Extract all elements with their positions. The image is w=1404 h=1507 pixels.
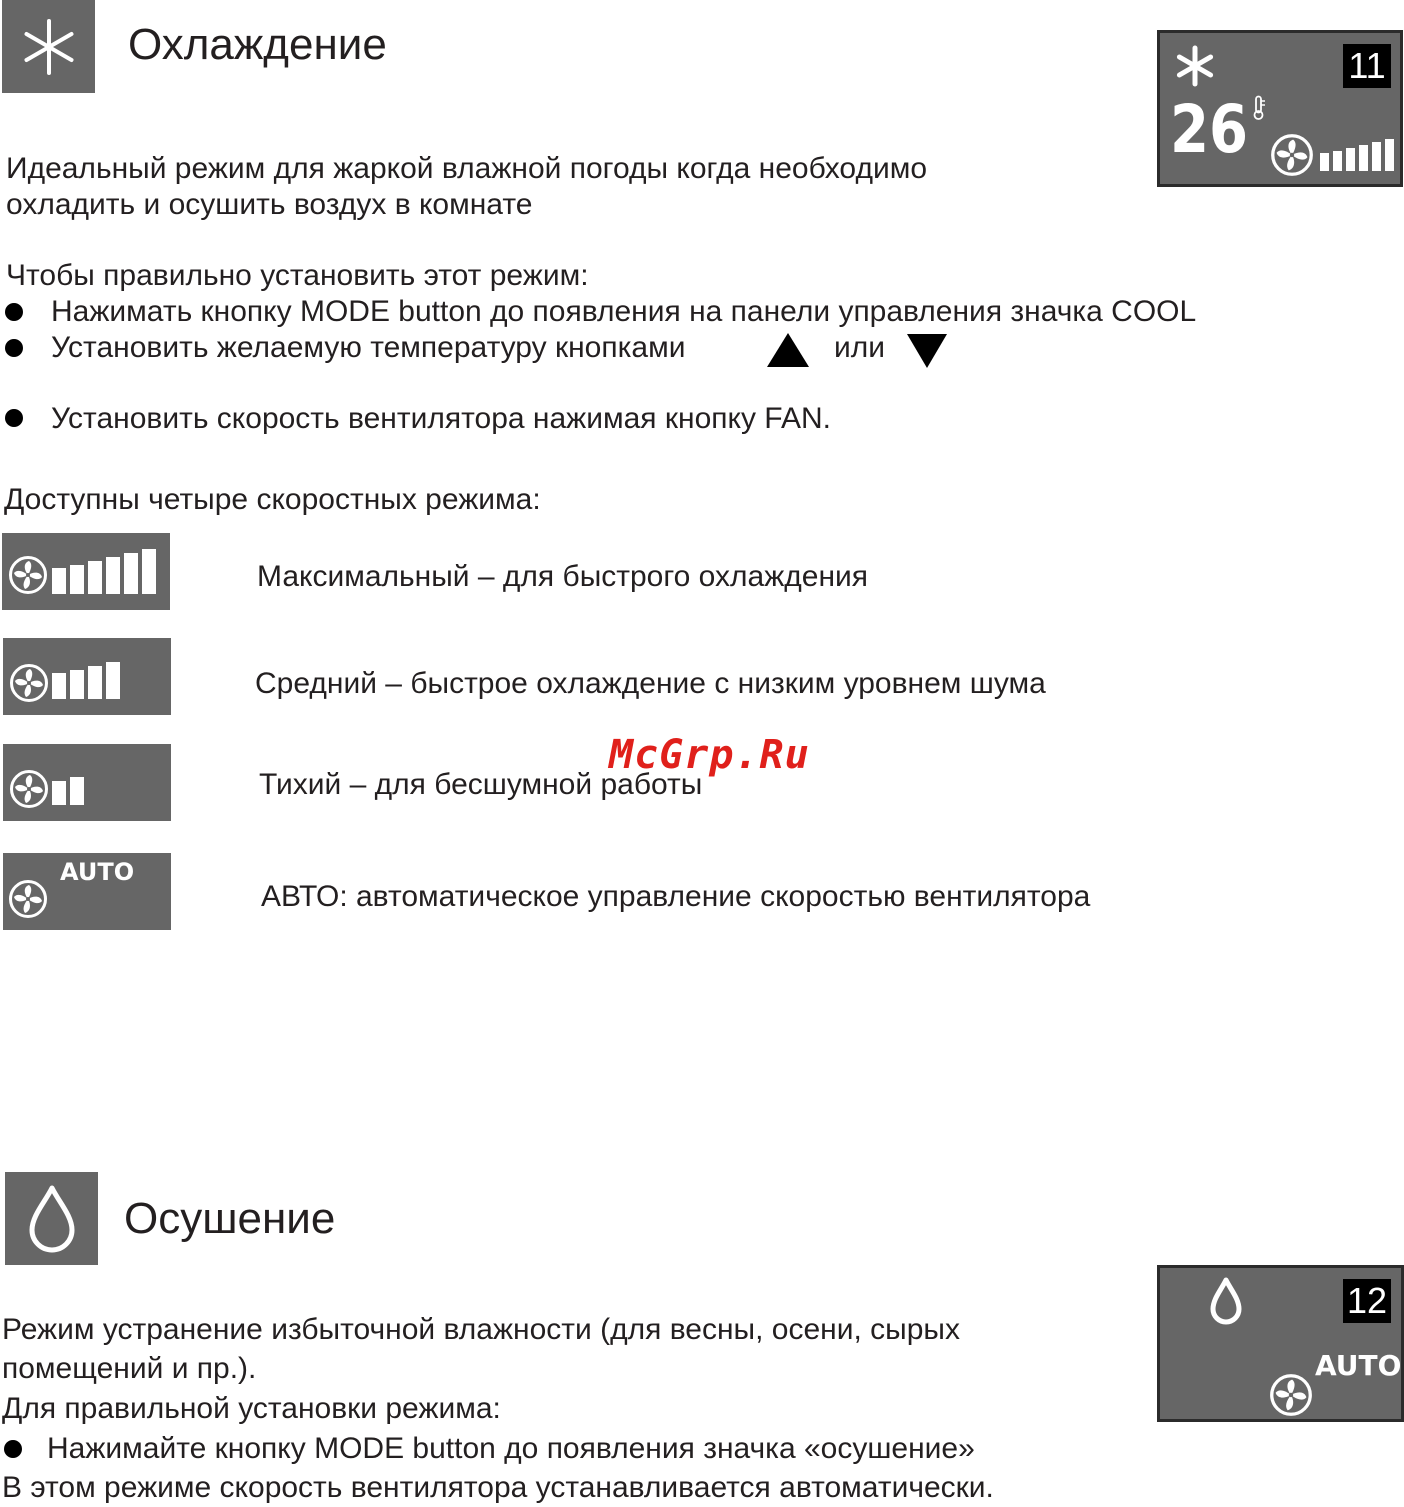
speed-auto-label: АВТО: автоматическое управление скоростью вентилятора bbox=[261, 880, 1091, 913]
fan-bar bbox=[124, 553, 138, 594]
bullet-icon bbox=[5, 303, 23, 321]
fan-icon bbox=[1269, 1373, 1313, 1417]
down-arrow-icon bbox=[907, 334, 947, 368]
fan-bar bbox=[1320, 153, 1329, 171]
auto-label: AUTO bbox=[60, 858, 135, 886]
fan-bar bbox=[70, 670, 84, 699]
fan-bar bbox=[88, 561, 102, 594]
speed-medium-label: Средний – быстрое охлаждение с низким уровнем шума bbox=[255, 667, 1046, 700]
fan-medium-panel bbox=[3, 638, 171, 715]
dry-line4: В этом режиме скорость вентилятора устанавливается автоматически. bbox=[2, 1471, 994, 1504]
fan-icon bbox=[8, 879, 48, 919]
fan-bar bbox=[1372, 142, 1381, 171]
fan-quiet-panel bbox=[3, 744, 171, 821]
watermark: McGrp.Ru bbox=[609, 732, 810, 778]
dry-line2: помещений и пр.). bbox=[2, 1352, 257, 1385]
cool-step3: Установить скорость вентилятора нажимая кнопку FAN. bbox=[51, 402, 831, 435]
fan-bar bbox=[88, 666, 102, 699]
fan-bar bbox=[1333, 151, 1342, 171]
dry-line3: Для правильной установки режима: bbox=[2, 1392, 501, 1425]
fan-max-panel bbox=[2, 533, 170, 610]
fan-auto-panel bbox=[3, 853, 171, 930]
cool-step1: Нажимать кнопку MODE button до появления на панели управления значка COOL bbox=[51, 295, 1197, 328]
dry-mode-icon-box bbox=[5, 1172, 98, 1265]
speed-quiet-label: Тихий – для бесшумной работы bbox=[259, 768, 703, 801]
fan-bar bbox=[52, 568, 66, 594]
fan-icon bbox=[9, 769, 49, 809]
dry-title: Осушение bbox=[124, 1194, 336, 1243]
dry-line1: Режим устранение избыточной влажности (для весны, осени, сырых bbox=[2, 1313, 960, 1346]
cool-display-panel bbox=[1157, 30, 1403, 187]
dry-step1: Нажимайте кнопку MODE button до появления значка «осушение» bbox=[47, 1432, 975, 1465]
fan-speed-bars bbox=[52, 777, 84, 805]
drop-icon bbox=[1209, 1277, 1243, 1327]
fan-speed-bars bbox=[52, 662, 120, 699]
cool-intro-line2: охладить и осушить воздух в комнате bbox=[6, 188, 533, 221]
fan-bar bbox=[106, 662, 120, 699]
drop-icon bbox=[27, 1184, 77, 1254]
figure-number-badge: 12 bbox=[1343, 1279, 1391, 1323]
fan-bar bbox=[1359, 145, 1368, 171]
speed-max-label: Максимальный – для быстрого охлаждения bbox=[257, 560, 869, 593]
cool-title: Охлаждение bbox=[128, 20, 387, 69]
cool-intro-line1: Идеальный режим для жаркой влажной погоды когда необходимо bbox=[6, 152, 928, 185]
fan-speed-bars bbox=[52, 549, 156, 594]
fan-bar bbox=[106, 557, 120, 594]
cool-mode-icon-box bbox=[2, 0, 95, 93]
fan-icon bbox=[1270, 133, 1314, 177]
fan-speed-bars bbox=[1320, 139, 1394, 171]
fan-icon bbox=[8, 555, 48, 595]
fan-bar bbox=[52, 781, 66, 805]
temperature-readout: 26 bbox=[1170, 91, 1249, 168]
speeds-title: Доступны четыре скоростных режима: bbox=[4, 483, 541, 516]
figure-number-badge: 11 bbox=[1343, 44, 1391, 88]
auto-label: AUTO bbox=[1315, 1349, 1402, 1382]
snowflake-icon bbox=[1174, 45, 1216, 87]
fan-bar bbox=[142, 549, 156, 594]
bullet-icon bbox=[4, 1440, 22, 1458]
cool-step2-or: или bbox=[834, 331, 886, 364]
fan-bar bbox=[52, 673, 66, 699]
bullet-icon bbox=[5, 339, 23, 357]
cool-setup-title: Чтобы правильно установить этот режим: bbox=[6, 259, 589, 292]
up-arrow-icon bbox=[767, 333, 809, 367]
bullet-icon bbox=[5, 409, 23, 427]
fan-bar bbox=[1385, 139, 1394, 171]
fan-bar bbox=[1346, 148, 1355, 171]
thermometer-icon bbox=[1252, 95, 1266, 121]
fan-bar bbox=[70, 777, 84, 805]
fan-bar bbox=[70, 565, 84, 594]
snowflake-icon bbox=[19, 17, 79, 77]
dry-display-panel bbox=[1157, 1265, 1404, 1422]
cool-step2: Установить желаемую температуру кнопками bbox=[51, 331, 686, 364]
fan-icon bbox=[9, 663, 49, 703]
